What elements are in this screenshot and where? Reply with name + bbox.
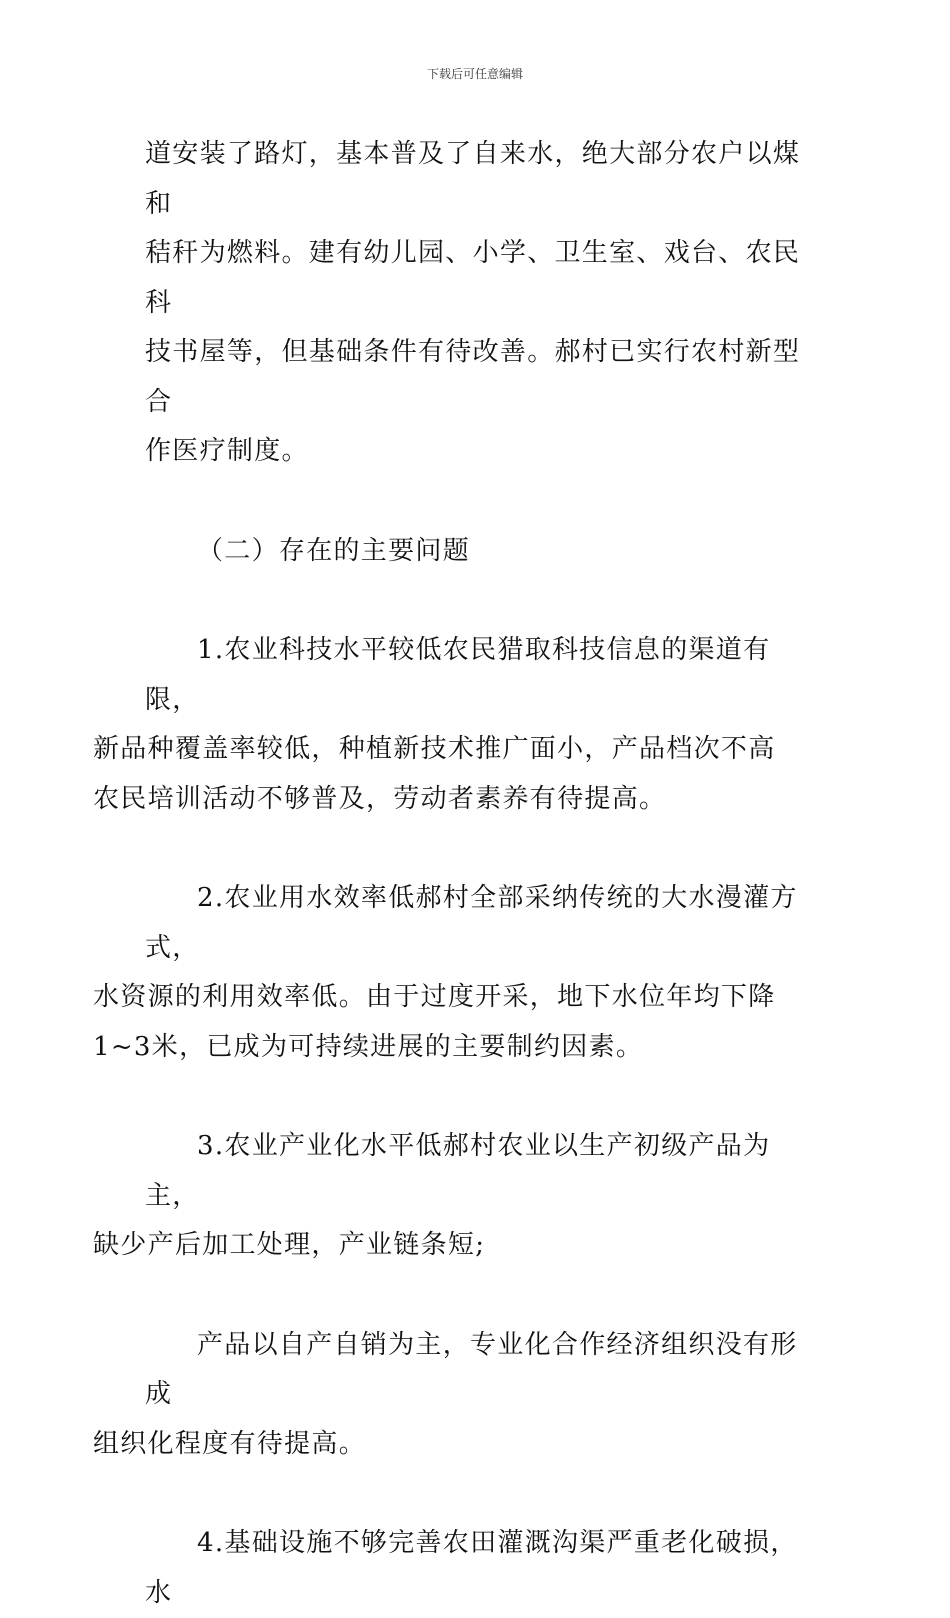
header-note: 下载后可任意编辑 <box>426 67 523 81</box>
paragraph-gap <box>145 576 805 626</box>
text-line: 技书屋等，但基础条件有待改善。郝村已实行农村新型合 <box>145 337 801 417</box>
section-heading <box>145 527 805 577</box>
paragraph-gap <box>145 1469 805 1519</box>
paragraph-gap <box>145 477 805 527</box>
text-line: 1.农业科技水平较低农民猎取科技信息的渠道有限， <box>145 635 771 715</box>
text-line: 水资源的利用效率低。由于过度开采，地下水位年均下降 <box>93 982 776 1012</box>
paragraph-item-3-continued <box>93 1321 805 1470</box>
paragraph-item-4 <box>145 1519 805 1618</box>
text-line: （二）存在的主要问题 <box>197 535 471 566</box>
text-line: 1~3米，已成为可持续进展的主要制约因素。 <box>93 1031 644 1062</box>
text-line: 缺少产后加工处理，产业链条短; <box>93 1230 486 1260</box>
paragraph-gap <box>145 1271 805 1321</box>
text-line: 组织化程度有待提高。 <box>93 1428 367 1459</box>
text-line: 作医疗制度。 <box>145 436 309 466</box>
paragraph-continued <box>145 130 805 477</box>
paragraph-gap <box>145 1072 805 1122</box>
text-line: 4.基础设施不够完善农田灌溉沟渠严重老化破损，水 <box>145 1528 798 1608</box>
text-line: 秸秆为燃料。建有幼儿园、小学、卫生室、戏台、农民科 <box>145 238 801 318</box>
paragraph-item-1 <box>93 626 805 824</box>
text-line: 道安装了路灯，基本普及了自来水，绝大部分农户以煤和 <box>145 139 801 219</box>
paragraph-item-2 <box>93 874 805 1072</box>
document-body <box>93 130 805 1618</box>
text-line: 产品以自产自销为主，专业化合作经济组织没有形成 <box>145 1329 798 1409</box>
text-line: 2.农业用水效率低郝村全部采纳传统的大水漫灌方式， <box>145 883 798 963</box>
paragraph-item-3 <box>93 1122 805 1271</box>
text-line: 3.农业产业化水平低郝村农业以生产初级产品为主， <box>145 1131 771 1211</box>
paragraph-gap <box>145 824 805 874</box>
text-line: 农民培训活动不够普及，劳动者素养有待提高。 <box>93 783 667 814</box>
text-line: 新品种覆盖率较低，种植新技术推广面小，产品档次不高 <box>93 734 776 764</box>
